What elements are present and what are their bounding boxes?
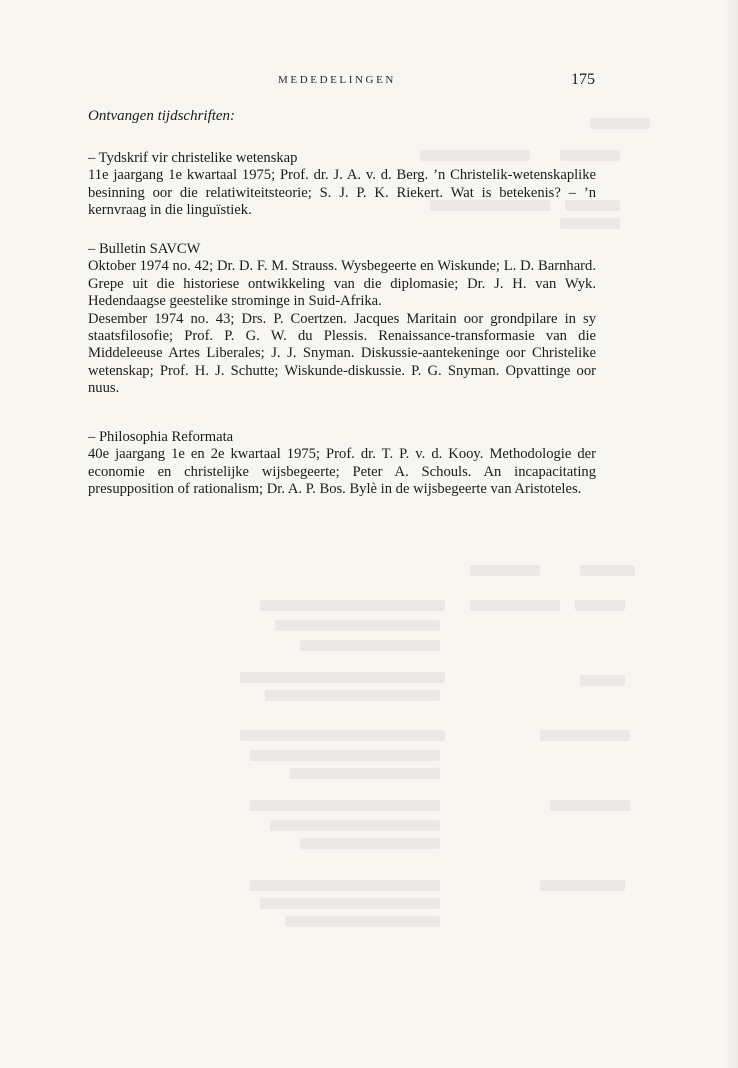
section-heading: Ontvangen tijdschriften: [88,108,236,124]
journal-entry: 40e jaargang 1e en 2e kwartaal 1975; Prof. dr. T. P. v. d. Kooy. Methodologie der economie en christelijke wijsbegeerte; Peter A. Schouls. An incapacitating presupposition of rationalism; Dr. A. P. Bos. Bylè in de wijsbegeerte van Aristoteles. [88,446,596,498]
journal-entry: 11e jaargang 1e kwartaal 1975; Prof. dr. J. A. v. d. Berg. ’n Christelik-wetenskaplike besinning oor die relatiwiteitsteorie; S. J. P. K. Riekert. Wat is betekenis? – ’n kernvraag in die linguïstiek. [88,167,596,219]
running-head: MEDEDELINGEN [278,74,396,86]
journal-block [88,150,596,220]
journal-title: – Tydskrif vir christelike wetenskap [88,150,298,166]
journal-entry: Desember 1974 no. 43; Drs. P. Coertzen. Jacques Maritain oor grondpilare in sy staatsfilosofie; Prof. P. G. W. du Plessis. Renaissance-transformasie van die Middeleeuse Artes Liberales; J. J. Snyman. Diskussie-aantekeninge oor Christelike wetenskap; Prof. H. J. Schutte; Wiskunde-diskussie. P. G. Snyman. Opvattinge oor nuus. [88,310,596,397]
page-number: 175 [571,71,595,88]
journal-block [88,429,596,499]
journal-block [88,241,596,398]
journal-title: – Bulletin SAVCW [88,241,201,257]
journal-entry: Oktober 1974 no. 42; Dr. D. F. M. Strauss. Wysbegeerte en Wiskunde; L. D. Barnhard. Grepe uit die historiese ontwikkeling van die diplomasie; Dr. J. H. van Wyk. Hedendaagse geestelike strominge in Suid-Afrika. [88,258,596,310]
journal-title: – Philosophia Reformata [88,429,234,445]
page-edge-shadow [724,0,738,1068]
